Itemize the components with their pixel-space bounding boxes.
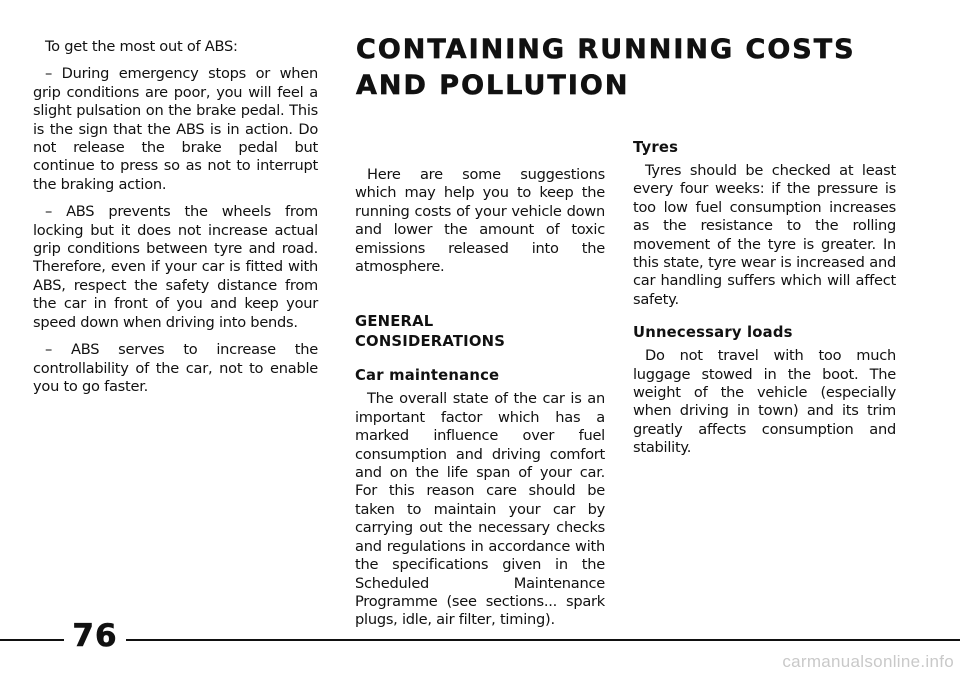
footer-rule-left xyxy=(0,639,64,641)
abs-tip-grip: – ABS prevents the wheels from locking but it does not increase actual grip conditions between tyre and road. Therefore, even if your car is fitted with ABS, respect the safety distance from the car in front of you and keep your speed down when driving into bends. xyxy=(33,203,318,331)
watermark-text: carmanualsonline.info xyxy=(782,652,954,671)
tyres-text: Tyres should be checked at least every four weeks: if the pressure is too low fuel consumption increases as the resistance to the rolling movement of the tyre is greater. In this state, tyre wear is increased and car handling suffers which will affect safety. xyxy=(633,162,896,308)
page-title: CONTAINING RUNNING COSTS AND POLLUTION xyxy=(356,34,856,101)
car-maintenance-text: The overall state of the car is an important factor which has a marked influence over fuel consumption and driving comfort and on the life span of your car. For this reason care should be taken to maintain your car by carrying out the necessary checks and regulations in accordance with the specifications given in the Scheduled Maintenance Programme (see sections... spark plugs, idle, air filter, timing). xyxy=(355,390,605,629)
tyres-loads-column xyxy=(633,138,896,467)
running-costs-column xyxy=(355,166,605,639)
section-heading-general: GENERAL xyxy=(355,313,434,331)
subheading-unnecessary-loads: Unnecessary loads xyxy=(633,324,793,342)
section-heading-considerations: CONSIDERATIONS xyxy=(355,333,506,351)
subheading-tyres: Tyres xyxy=(633,139,679,156)
footer-rule-right xyxy=(126,639,960,641)
abs-intro-text: To get the most out of ABS: xyxy=(45,38,238,55)
abs-tip-controllability: – ABS serves to increase the controllability of the car, not to enable you to go faster. xyxy=(33,341,318,395)
subheading-car-maintenance: Car maintenance xyxy=(355,367,500,385)
intro-paragraph: Here are some suggestions which may help you to keep the running costs of your vehicle down and lower the amount of toxic emissions released into the atmosphere. xyxy=(355,166,605,276)
unnecessary-loads-text: Do not travel with too much luggage stowed in the boot. The weight of the vehicle (especially when driving in town) and its trim greatly affects consumption and stability. xyxy=(633,347,896,457)
abs-tips-column xyxy=(33,38,318,405)
page-number: 76 xyxy=(72,618,118,654)
abs-tip-pulsation: – During emergency stops or when grip conditions are poor, you will feel a slight pulsation on the brake pedal. This is the sign that the ABS is in action. Do not release the brake pedal but continue to press so as not to interrupt the braking action. xyxy=(33,65,318,193)
